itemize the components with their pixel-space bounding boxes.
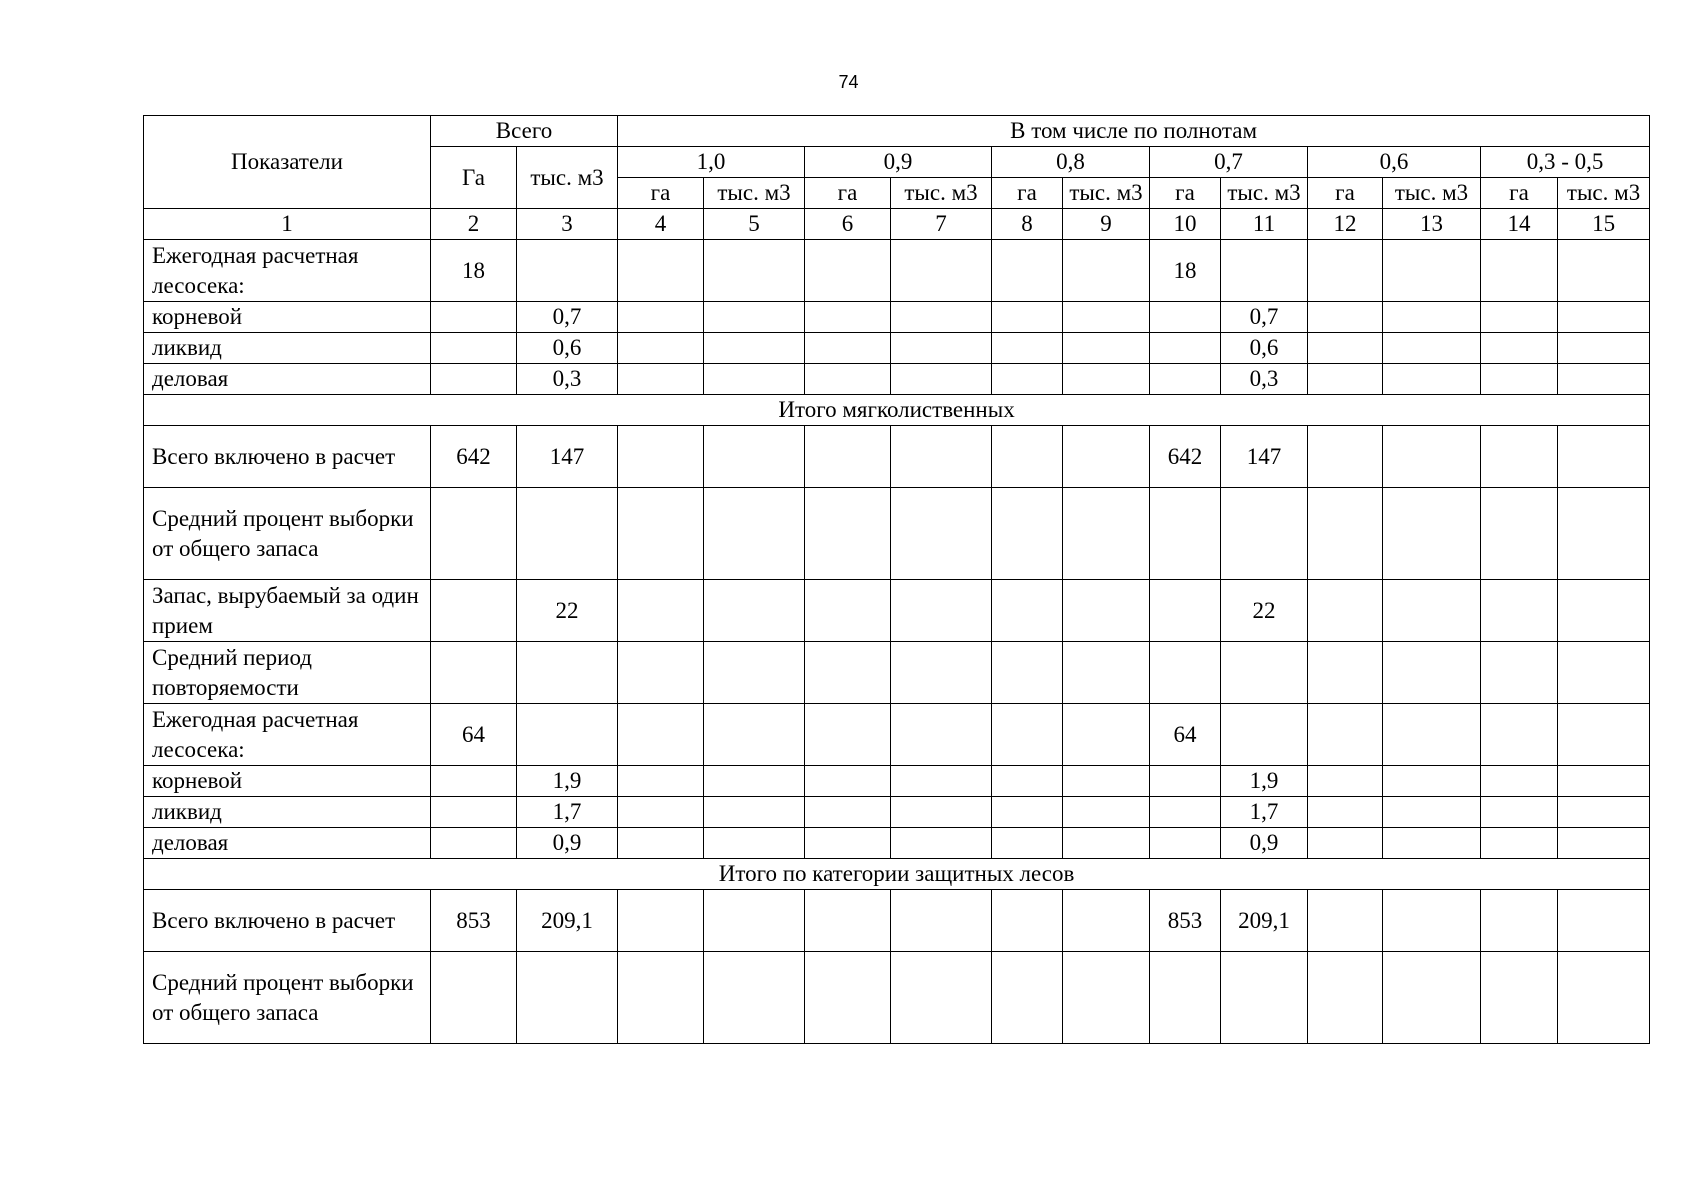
table-cell — [431, 766, 517, 797]
table-cell — [805, 302, 891, 333]
table-cell — [431, 828, 517, 859]
subheader-ha: га — [1308, 178, 1383, 209]
table-cell — [1150, 364, 1221, 395]
table-cell — [1221, 704, 1308, 766]
table-cell — [704, 333, 805, 364]
table-cell — [1063, 364, 1150, 395]
table-cell — [618, 364, 704, 395]
table-cell: 22 — [517, 580, 618, 642]
table-cell: 1,7 — [1221, 797, 1308, 828]
table-cell — [1383, 766, 1481, 797]
page-number: 74 — [838, 72, 859, 92]
table-cell: 1,9 — [517, 766, 618, 797]
row-label: Средний процент выборки от общего запаса — [144, 952, 431, 1044]
table-cell — [1308, 426, 1383, 488]
table-cell — [805, 890, 891, 952]
table-cell — [431, 797, 517, 828]
table-cell — [1308, 642, 1383, 704]
table-cell: 1,7 — [517, 797, 618, 828]
table-row — [144, 426, 1650, 488]
subheader-ha: га — [618, 178, 704, 209]
table-cell — [431, 952, 517, 1044]
table-cell — [1558, 364, 1650, 395]
subheader-volume: тыс. м3 — [891, 178, 992, 209]
header-total: Всего — [431, 116, 618, 147]
column-number-row — [144, 209, 1650, 240]
table-row — [144, 580, 1650, 642]
row-label: Средний процент выборки от общего запаса — [144, 488, 431, 580]
table-cell — [431, 364, 517, 395]
table-cell: 18 — [1150, 240, 1221, 302]
table-cell: 0,3 — [1221, 364, 1308, 395]
table-cell — [1558, 704, 1650, 766]
table-cell — [1481, 580, 1558, 642]
column-number: 12 — [1308, 209, 1383, 240]
table-cell — [805, 642, 891, 704]
header-density-0-7: 0,7 — [1150, 147, 1308, 178]
table-row — [144, 766, 1650, 797]
table-cell — [704, 364, 805, 395]
column-number: 13 — [1383, 209, 1481, 240]
table-cell — [618, 240, 704, 302]
row-label: ликвид — [144, 333, 431, 364]
table-cell — [891, 364, 992, 395]
table-cell — [1150, 797, 1221, 828]
column-number: 4 — [618, 209, 704, 240]
table-cell — [805, 426, 891, 488]
table-cell — [891, 890, 992, 952]
table-cell: 0,9 — [517, 828, 618, 859]
subheader-volume: тыс. м3 — [1558, 178, 1650, 209]
table-cell — [1383, 828, 1481, 859]
table-cell — [431, 488, 517, 580]
table-cell — [891, 240, 992, 302]
table-cell — [1308, 488, 1383, 580]
table-cell — [891, 426, 992, 488]
table-cell — [618, 797, 704, 828]
column-number: 7 — [891, 209, 992, 240]
table-cell — [891, 828, 992, 859]
table-cell — [704, 426, 805, 488]
table-cell — [992, 333, 1063, 364]
table-cell — [1150, 952, 1221, 1044]
table-cell — [891, 797, 992, 828]
table-cell — [1150, 642, 1221, 704]
table-cell: 209,1 — [1221, 890, 1308, 952]
table-cell — [1063, 797, 1150, 828]
table-cell — [891, 704, 992, 766]
table-cell — [1063, 642, 1150, 704]
header-indicators: Показатели — [144, 116, 431, 209]
table-cell — [1063, 426, 1150, 488]
section-title: Итого мягколиственных — [144, 395, 1650, 426]
column-number: 11 — [1221, 209, 1308, 240]
column-number: 8 — [992, 209, 1063, 240]
table-cell — [517, 952, 618, 1044]
table-cell — [891, 302, 992, 333]
table-cell — [517, 488, 618, 580]
table-cell — [1221, 952, 1308, 1044]
header-density-0-6: 0,6 — [1308, 147, 1481, 178]
table-cell — [1063, 952, 1150, 1044]
table-cell — [1558, 642, 1650, 704]
table-cell — [992, 642, 1063, 704]
header-density-1-0: 1,0 — [618, 147, 805, 178]
table-cell — [1383, 488, 1481, 580]
table-cell — [891, 766, 992, 797]
table-cell — [1063, 240, 1150, 302]
forest-allowable-cut-table — [143, 115, 1650, 1044]
table-row — [144, 952, 1650, 1044]
table-row — [144, 240, 1650, 302]
table-cell — [618, 333, 704, 364]
table-cell — [1558, 952, 1650, 1044]
table-cell — [805, 240, 891, 302]
table-row — [144, 364, 1650, 395]
table-cell — [1308, 302, 1383, 333]
section-title: Итого по категории защитных лесов — [144, 859, 1650, 890]
header-by-density: В том числе по полнотам — [618, 116, 1650, 147]
table-cell — [1063, 488, 1150, 580]
table-cell: 642 — [431, 426, 517, 488]
table-cell — [805, 704, 891, 766]
table-cell — [992, 426, 1063, 488]
column-number: 15 — [1558, 209, 1650, 240]
table-cell — [704, 704, 805, 766]
table-cell — [1150, 333, 1221, 364]
table-cell: 1,9 — [1221, 766, 1308, 797]
column-number: 1 — [144, 209, 431, 240]
table-cell — [431, 302, 517, 333]
table-row — [144, 333, 1650, 364]
table-cell — [1150, 580, 1221, 642]
row-label: Всего включено в расчет — [144, 426, 431, 488]
table-cell — [1383, 302, 1481, 333]
table-cell: 0,6 — [517, 333, 618, 364]
table-cell — [704, 302, 805, 333]
table-cell — [704, 642, 805, 704]
table-cell — [805, 580, 891, 642]
row-label: Запас, вырубаемый за один прием — [144, 580, 431, 642]
table-cell — [1221, 642, 1308, 704]
table-cell: 22 — [1221, 580, 1308, 642]
table-cell — [1481, 766, 1558, 797]
table-cell — [618, 302, 704, 333]
table-cell — [1063, 766, 1150, 797]
table-cell — [1481, 952, 1558, 1044]
table-cell — [618, 890, 704, 952]
table-cell — [1308, 364, 1383, 395]
column-number: 2 — [431, 209, 517, 240]
table-cell — [992, 302, 1063, 333]
row-label: Ежегодная расчетная лесосека: — [144, 704, 431, 766]
table-cell — [1063, 890, 1150, 952]
table-cell: 147 — [1221, 426, 1308, 488]
table-cell — [517, 240, 618, 302]
table-cell — [1308, 952, 1383, 1044]
table-cell — [891, 580, 992, 642]
table-cell — [618, 580, 704, 642]
table-cell — [1383, 952, 1481, 1044]
table-cell — [1383, 240, 1481, 302]
table-cell — [805, 797, 891, 828]
subheader-ha: га — [805, 178, 891, 209]
table-cell — [891, 642, 992, 704]
table-cell — [704, 488, 805, 580]
column-number: 14 — [1481, 209, 1558, 240]
table-cell — [1558, 240, 1650, 302]
table-cell — [1481, 302, 1558, 333]
subheader-ha: га — [1150, 178, 1221, 209]
table-cell — [704, 580, 805, 642]
table-cell — [805, 828, 891, 859]
header-density-0-3-0-5: 0,3 - 0,5 — [1481, 147, 1650, 178]
table-cell — [805, 952, 891, 1044]
table-cell — [704, 890, 805, 952]
table-cell — [1481, 642, 1558, 704]
table-cell — [618, 828, 704, 859]
table-cell — [1383, 642, 1481, 704]
table-cell: 853 — [431, 890, 517, 952]
table-cell — [805, 488, 891, 580]
table-cell — [704, 240, 805, 302]
table-cell — [1481, 828, 1558, 859]
table-cell — [1481, 797, 1558, 828]
table-cell — [1150, 488, 1221, 580]
subheader-ha: га — [992, 178, 1063, 209]
table-cell — [992, 580, 1063, 642]
table-cell — [1383, 797, 1481, 828]
table-cell — [1558, 488, 1650, 580]
table-cell — [431, 580, 517, 642]
column-number: 5 — [704, 209, 805, 240]
table-cell — [1558, 766, 1650, 797]
table-cell — [891, 952, 992, 1044]
table-cell: 0,7 — [1221, 302, 1308, 333]
table-cell: 0,6 — [1221, 333, 1308, 364]
table-cell — [1383, 580, 1481, 642]
table-cell — [704, 828, 805, 859]
row-label: Ежегодная расчетная лесосека: — [144, 240, 431, 302]
table-cell — [1308, 890, 1383, 952]
table-cell — [1383, 333, 1481, 364]
table-cell — [1481, 364, 1558, 395]
row-label: корневой — [144, 302, 431, 333]
row-label: ликвид — [144, 797, 431, 828]
table-cell — [992, 828, 1063, 859]
section-row — [144, 859, 1650, 890]
header-density-0-9: 0,9 — [805, 147, 992, 178]
table-cell — [618, 426, 704, 488]
column-number: 6 — [805, 209, 891, 240]
table-cell — [517, 704, 618, 766]
table-cell — [1063, 333, 1150, 364]
table-cell: 853 — [1150, 890, 1221, 952]
table-cell: 642 — [1150, 426, 1221, 488]
subheader-volume: тыс. м3 — [1221, 178, 1308, 209]
table-cell — [1383, 426, 1481, 488]
table-cell — [1150, 828, 1221, 859]
table-cell — [992, 364, 1063, 395]
section-row — [144, 395, 1650, 426]
table-row — [144, 488, 1650, 580]
table-cell — [1558, 302, 1650, 333]
table-cell — [1221, 240, 1308, 302]
column-number: 10 — [1150, 209, 1221, 240]
table-cell — [992, 704, 1063, 766]
subheader-volume: тыс. м3 — [704, 178, 805, 209]
header-total-ha: Га — [431, 147, 517, 209]
table-row — [144, 797, 1650, 828]
column-number: 9 — [1063, 209, 1150, 240]
table-cell — [805, 364, 891, 395]
table-cell — [992, 240, 1063, 302]
table-cell — [1221, 488, 1308, 580]
table-cell — [618, 488, 704, 580]
table-cell: 64 — [431, 704, 517, 766]
table-cell — [517, 642, 618, 704]
table-cell — [1063, 580, 1150, 642]
table-cell: 0,3 — [517, 364, 618, 395]
row-label: деловая — [144, 828, 431, 859]
table-cell — [704, 952, 805, 1044]
subheader-volume: тыс. м3 — [1063, 178, 1150, 209]
table-cell — [992, 797, 1063, 828]
table-cell — [1558, 828, 1650, 859]
table-cell — [1558, 580, 1650, 642]
table-cell: 64 — [1150, 704, 1221, 766]
table-cell: 0,7 — [517, 302, 618, 333]
table-cell — [1481, 426, 1558, 488]
table-cell — [1383, 890, 1481, 952]
table-cell — [805, 766, 891, 797]
table-cell — [992, 952, 1063, 1044]
table-cell — [1558, 890, 1650, 952]
table-cell — [992, 488, 1063, 580]
table-cell — [1481, 890, 1558, 952]
row-label: деловая — [144, 364, 431, 395]
table-cell — [618, 766, 704, 797]
table-cell — [618, 704, 704, 766]
table-cell — [1481, 240, 1558, 302]
table-cell: 209,1 — [517, 890, 618, 952]
table-cell — [431, 333, 517, 364]
table-row — [144, 890, 1650, 952]
header-total-volume: тыс. м3 — [517, 147, 618, 209]
table-row — [144, 828, 1650, 859]
column-number: 3 — [517, 209, 618, 240]
table-cell — [1481, 333, 1558, 364]
table-cell — [1308, 240, 1383, 302]
table-cell — [618, 952, 704, 1044]
table-cell — [1308, 828, 1383, 859]
table-cell — [1383, 704, 1481, 766]
table-cell — [1308, 333, 1383, 364]
table-cell — [992, 890, 1063, 952]
subheader-volume: тыс. м3 — [1383, 178, 1481, 209]
subheader-ha: га — [1481, 178, 1558, 209]
table-cell — [1150, 766, 1221, 797]
table-cell — [1308, 704, 1383, 766]
table-cell — [1558, 333, 1650, 364]
row-label: Средний период повторяемости — [144, 642, 431, 704]
table-cell — [992, 766, 1063, 797]
table-cell: 147 — [517, 426, 618, 488]
table-cell — [1481, 704, 1558, 766]
table-cell — [1063, 302, 1150, 333]
table-cell — [1063, 828, 1150, 859]
table-cell — [704, 766, 805, 797]
table-cell — [1308, 797, 1383, 828]
table-cell — [891, 333, 992, 364]
table-cell — [1308, 766, 1383, 797]
table-cell: 18 — [431, 240, 517, 302]
table-cell — [618, 642, 704, 704]
table-cell: 0,9 — [1221, 828, 1308, 859]
table-cell — [1063, 704, 1150, 766]
table-cell — [704, 797, 805, 828]
table-cell — [891, 488, 992, 580]
table-cell — [1558, 426, 1650, 488]
table-row — [144, 704, 1650, 766]
table-cell — [805, 333, 891, 364]
table-row — [144, 642, 1650, 704]
table-cell — [431, 642, 517, 704]
table-row — [144, 302, 1650, 333]
table-cell — [1481, 488, 1558, 580]
table-cell — [1308, 580, 1383, 642]
table-cell — [1150, 302, 1221, 333]
table-cell — [1558, 797, 1650, 828]
row-label: корневой — [144, 766, 431, 797]
header-density-0-8: 0,8 — [992, 147, 1150, 178]
row-label: Всего включено в расчет — [144, 890, 431, 952]
table-cell — [1383, 364, 1481, 395]
